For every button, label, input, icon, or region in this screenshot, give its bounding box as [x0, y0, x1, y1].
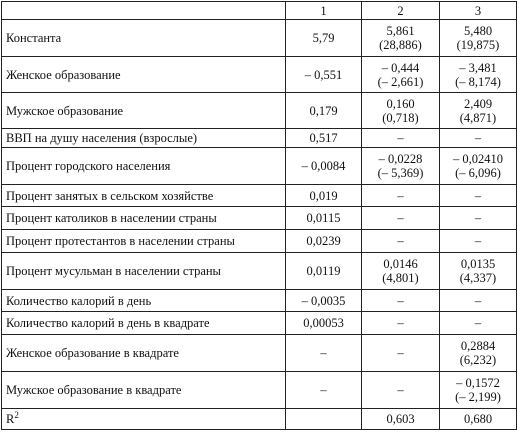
row-label: Процент занятых в сельском хозяйстве — [2, 185, 286, 207]
coefficient: 0,179 — [309, 103, 338, 118]
cell-model-1 — [286, 93, 362, 129]
cell-model-3 — [440, 185, 517, 207]
r-squared-label-superscript: 2 — [14, 409, 19, 420]
coefficient: 5,79 — [312, 31, 335, 45]
header-col-3: 3 — [440, 2, 517, 20]
cell-model-1 — [286, 253, 362, 290]
row-label: Константа — [2, 20, 286, 57]
row-label: Мужское образование — [2, 93, 286, 129]
r-squared-label-base: R — [6, 412, 15, 426]
table-row — [2, 93, 517, 129]
coefficient: 0,00053 — [303, 316, 344, 330]
table-row — [2, 207, 517, 230]
cell-model-2 — [362, 57, 440, 93]
coefficient: – — [397, 316, 404, 330]
coefficient: – — [474, 316, 482, 330]
cell-model-2 — [362, 230, 440, 253]
cell-model-1 — [286, 57, 362, 93]
row-label: Количество калорий в день в квадрате — [2, 312, 286, 335]
r-squared-model-1 — [286, 409, 362, 430]
table-row — [2, 372, 517, 409]
t-statistic: (19,875) — [456, 38, 500, 52]
row-label: Процент городского населения — [2, 148, 286, 185]
coefficient: – 0,444 — [381, 60, 420, 75]
coefficient: – — [397, 234, 404, 248]
table-row — [2, 335, 517, 372]
cell-model-2 — [362, 253, 440, 290]
coefficient: – — [474, 234, 482, 248]
coefficient: – 3,481 — [459, 60, 497, 75]
coefficient: 0,2884 — [460, 339, 496, 353]
cell-model-2 — [362, 148, 440, 185]
coefficient: 0,0115 — [306, 211, 341, 225]
header-row — [2, 2, 517, 20]
cell-model-1 — [286, 148, 362, 185]
coefficient: – — [397, 346, 404, 360]
row-label: Мужское образование в квадрате — [2, 372, 286, 409]
table-row — [2, 230, 517, 253]
cell-model-1 — [286, 129, 362, 148]
r-squared-model-3: 0,680 — [440, 409, 517, 430]
header-col-2: 2 — [362, 2, 440, 20]
coefficient: – — [397, 383, 404, 397]
cell-model-3 — [440, 230, 517, 253]
cell-model-3 — [440, 253, 517, 290]
cell-model-2 — [362, 93, 440, 129]
coefficient: – — [397, 211, 404, 225]
cell-model-2 — [362, 312, 440, 335]
table-row — [2, 312, 517, 335]
coefficient: 0,517 — [309, 131, 338, 145]
row-label: Женское образование в квадрате — [2, 335, 286, 372]
row-label: Процент мусульман в населении страны — [2, 253, 286, 290]
coefficient: – — [320, 383, 327, 397]
row-label: Процент протестантов в населении страны — [2, 230, 286, 253]
r-squared-label — [2, 409, 286, 430]
t-statistic: (4,337) — [459, 271, 497, 285]
r-squared-row — [2, 409, 517, 430]
cell-model-1 — [286, 372, 362, 409]
table-row — [2, 57, 517, 93]
coefficient: 5,480 — [463, 24, 493, 38]
cell-model-3 — [440, 129, 517, 148]
cell-model-3 — [440, 312, 517, 335]
coefficient: – — [320, 346, 327, 360]
coefficient: – 0,0035 — [301, 293, 346, 308]
cell-model-2 — [362, 290, 440, 312]
row-label: ВВП на душу населения (взрослые) — [2, 129, 286, 148]
cell-model-3 — [440, 20, 517, 57]
t-statistic: (0,718) — [382, 110, 419, 125]
cell-model-3 — [440, 335, 517, 372]
cell-model-2 — [362, 372, 440, 409]
cell-model-1 — [286, 230, 362, 253]
cell-model-3 — [440, 148, 517, 185]
coefficient: 0,0239 — [306, 234, 341, 248]
coefficient: – 0,1572 — [456, 376, 500, 390]
t-statistic: (– 2,199) — [455, 390, 501, 404]
coefficient: – — [474, 131, 482, 145]
coefficient: 0,0135 — [460, 257, 496, 271]
cell-model-2 — [362, 207, 440, 230]
cell-model-1 — [286, 185, 362, 207]
coefficient: 0,0146 — [383, 257, 418, 271]
coefficient: – 0,02410 — [453, 152, 503, 166]
cell-model-1 — [286, 20, 362, 57]
cell-model-1 — [286, 207, 362, 230]
cell-model-3 — [440, 57, 517, 93]
coefficient: – — [397, 131, 404, 145]
coefficient: 0,160 — [386, 96, 415, 111]
cell-model-3 — [440, 372, 517, 409]
cell-model-1 — [286, 335, 362, 372]
regression-table — [1, 1, 517, 430]
cell-model-1 — [286, 290, 362, 312]
coefficient: – — [474, 188, 482, 203]
coefficient: 2,409 — [463, 96, 493, 111]
header-blank-cell — [2, 2, 286, 20]
cell-model-3 — [440, 207, 517, 230]
row-label: Количество калорий в день — [2, 290, 286, 312]
coefficient: 0,0119 — [306, 264, 341, 278]
table-row — [2, 129, 517, 148]
t-statistic: (– 2,661) — [377, 74, 424, 89]
coefficient: – — [474, 211, 482, 225]
table-row — [2, 148, 517, 185]
t-statistic: (– 8,174) — [455, 74, 501, 89]
table-row — [2, 290, 517, 312]
cell-model-3 — [440, 93, 517, 129]
coefficient: – — [397, 293, 404, 308]
t-statistic: (4,801) — [382, 271, 419, 285]
coefficient: – 0,0228 — [378, 152, 423, 166]
table-row — [2, 185, 517, 207]
coefficient: – — [474, 293, 482, 308]
t-statistic: (– 6,096) — [455, 166, 501, 180]
table-row — [2, 253, 517, 290]
t-statistic: (– 5,369) — [377, 166, 424, 180]
cell-model-1 — [286, 312, 362, 335]
coefficient: – — [397, 188, 404, 203]
t-statistic: (28,886) — [379, 38, 422, 52]
cell-model-2 — [362, 335, 440, 372]
header-col-1: 1 — [286, 2, 362, 20]
cell-model-2 — [362, 129, 440, 148]
coefficient: – 0,0084 — [301, 159, 346, 173]
cell-model-2 — [362, 185, 440, 207]
cell-model-2 — [362, 20, 440, 57]
t-statistic: (6,232) — [459, 353, 497, 367]
coefficient: – 0,551 — [304, 67, 343, 82]
r-squared-model-2: 0,603 — [362, 409, 440, 430]
cell-model-3 — [440, 290, 517, 312]
t-statistic: (4,871) — [459, 110, 497, 125]
coefficient: 5,861 — [386, 24, 415, 38]
row-label: Процент католиков в населении страны — [2, 207, 286, 230]
row-label: Женское образование — [2, 57, 286, 93]
coefficient: 0,019 — [309, 188, 338, 203]
table-row — [2, 20, 517, 57]
